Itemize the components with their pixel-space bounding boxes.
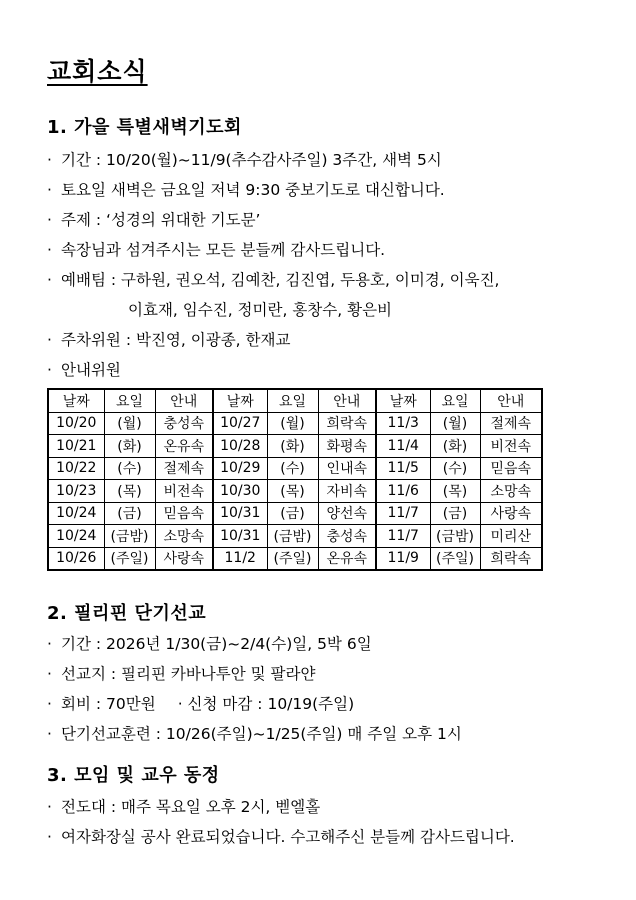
table-cell: 희락속 [318,412,376,435]
table-cell: 충성속 [155,412,213,435]
table-cell: 절제속 [155,457,213,480]
table-cell: (화) [267,435,318,458]
table-cell: 믿음속 [480,457,542,480]
table-cell: 안내 [318,389,376,412]
table-cell: 10/31 [213,502,267,525]
table-cell: 11/6 [376,480,430,503]
table-cell: 사랑속 [155,547,213,570]
list-item: · 선교지 : 필리핀 카바나투안 및 팔라얀 [47,665,316,683]
table-cell: 날짜 [376,389,430,412]
table-cell: (금) [267,502,318,525]
table-cell: (주일) [104,547,155,570]
table-cell: 11/9 [376,547,430,570]
list-item: · 회비 : 70만원 · 신청 마감 : 10/19(주일) [47,695,355,713]
table-cell: (화) [430,435,480,458]
table-cell: 안내 [155,389,213,412]
registration-deadline: · 신청 마감 : 10/19(주일) [177,695,355,713]
table-row [48,457,542,480]
list-item: · 주차위원 : 박진영, 이광종, 한재교 [47,331,291,349]
table-cell: (금밤) [267,525,318,548]
table-cell: 날짜 [213,389,267,412]
list-item: · 속장님과 섬겨주시는 모든 분들께 감사드립니다. [47,241,386,259]
table-cell: 11/5 [376,457,430,480]
table-row [48,525,542,548]
table-cell: (금) [430,502,480,525]
table-cell: 11/3 [376,412,430,435]
table-cell: (주일) [430,547,480,570]
table-row [48,502,542,525]
table-cell: 믿음속 [155,502,213,525]
table-cell: 11/7 [376,502,430,525]
table-cell: 11/7 [376,525,430,548]
table-cell: (월) [104,412,155,435]
section-1-heading: 1. 가을 특별새벽기도회 [47,117,242,138]
guide-schedule-table [47,388,543,571]
table-cell: (월) [267,412,318,435]
table-cell: 온유속 [155,435,213,458]
list-item: · 단기선교훈련 : 10/26(주일)~1/25(주일) 매 주일 오후 1시 [47,725,462,743]
table-cell: 충성속 [318,525,376,548]
table-cell: 절제속 [480,412,542,435]
list-item: · 안내위원 [47,361,121,379]
table-cell: 11/4 [376,435,430,458]
table-cell: 10/20 [48,412,104,435]
page-title: 교회소식 [47,57,148,86]
table-cell: (금밤) [104,525,155,548]
table-cell: (수) [267,457,318,480]
table-cell: 비전속 [155,480,213,503]
table-cell: 10/28 [213,435,267,458]
table-header-row [48,389,542,412]
table-cell: 인내속 [318,457,376,480]
table-cell: 11/2 [213,547,267,570]
list-item: · 여자화장실 공사 완료되었습니다. 수고해주신 분들께 감사드립니다. [47,828,515,846]
table-cell: 10/22 [48,457,104,480]
list-item: · 전도대 : 매주 목요일 오후 2시, 벧엘홀 [47,798,321,816]
table-cell: 10/26 [48,547,104,570]
table-row [48,435,542,458]
table-cell: (화) [104,435,155,458]
table-cell: 10/31 [213,525,267,548]
table-cell: (월) [430,412,480,435]
table-cell: 미리산 [480,525,542,548]
table-cell: 사랑속 [480,502,542,525]
table-cell: (수) [104,457,155,480]
table-cell: (목) [430,480,480,503]
section-2-heading: 2. 필리핀 단기선교 [47,603,207,624]
table-cell: 10/30 [213,480,267,503]
table-cell: (주일) [267,547,318,570]
table-cell: 10/27 [213,412,267,435]
table-cell: 양선속 [318,502,376,525]
list-item: · 예배팀 : 구하원, 권오석, 김예찬, 김진엽, 두용호, 이미경, 이욱진, [47,271,500,289]
table-cell: 10/29 [213,457,267,480]
table-cell: 요일 [430,389,480,412]
table-cell: 요일 [104,389,155,412]
section-3-heading: 3. 모임 및 교우 동정 [47,765,220,786]
table-cell: 10/21 [48,435,104,458]
table-cell: (수) [430,457,480,480]
table-cell: (목) [267,480,318,503]
table-cell: 화평속 [318,435,376,458]
table-cell: 소망속 [155,525,213,548]
list-item: · 기간 : 2026년 1/30(금)~2/4(수)일, 5박 6일 [47,635,372,653]
list-item: · 기간 : 10/20(월)~11/9(추수감사주일) 3주간, 새벽 5시 [47,151,442,169]
table-cell: 10/24 [48,502,104,525]
table-row [48,547,542,570]
table-cell: 안내 [480,389,542,412]
list-item: · 토요일 새벽은 금요일 저녁 9:30 중보기도로 대신합니다. [47,181,445,199]
table-cell: 자비속 [318,480,376,503]
table-cell: 요일 [267,389,318,412]
table-cell: 날짜 [48,389,104,412]
table-cell: 온유속 [318,547,376,570]
table-cell: 10/23 [48,480,104,503]
table-cell: (금밤) [430,525,480,548]
table-cell: 비전속 [480,435,542,458]
table-cell: (금) [104,502,155,525]
list-item: · 주제 : ‘성경의 위대한 기도문’ [47,211,261,229]
table-cell: 10/24 [48,525,104,548]
table-cell: 희락속 [480,547,542,570]
list-item-continuation: 이효재, 임수진, 정미란, 홍창수, 황은비 [128,301,393,319]
table-row [48,480,542,503]
table-cell: (목) [104,480,155,503]
table-row [48,412,542,435]
table-cell: 소망속 [480,480,542,503]
